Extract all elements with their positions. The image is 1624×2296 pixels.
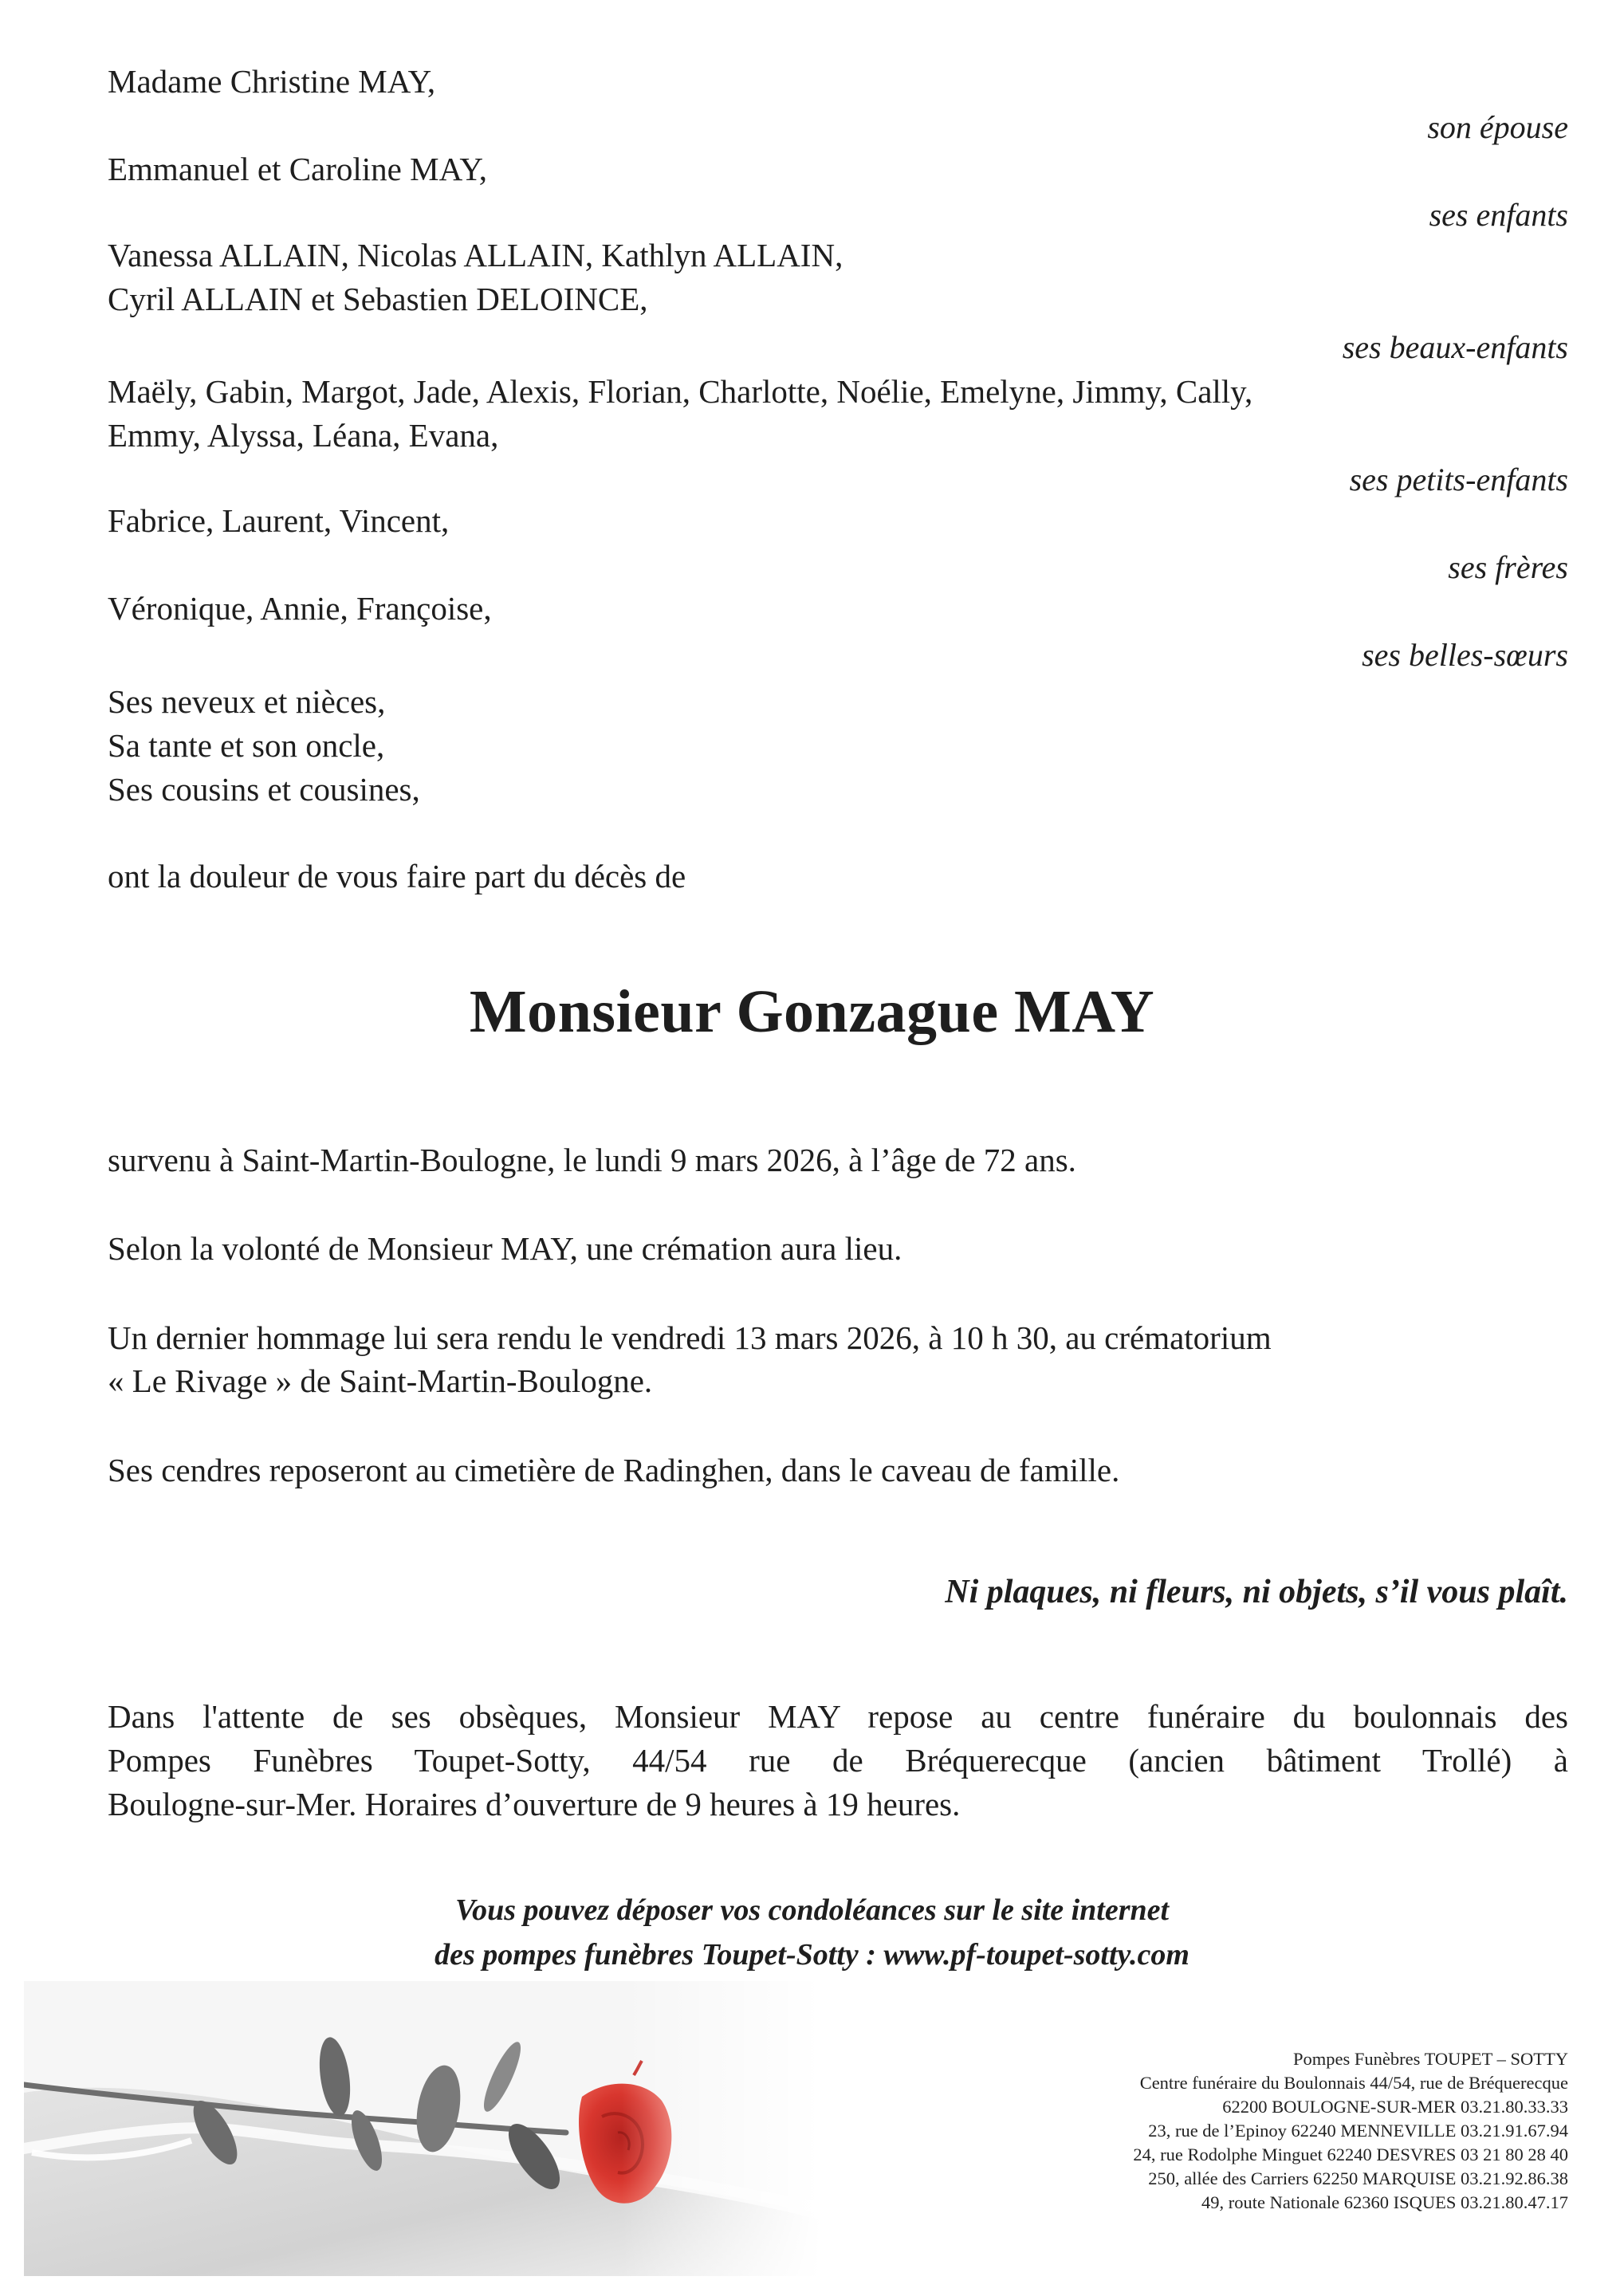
funeral-home-contacts [1133, 2047, 1568, 2215]
relation-label: ses petits-enfants [1349, 462, 1568, 497]
visitation-paragraph [108, 1695, 1568, 1826]
funeral-home-line: 24, rue Rodolphe Minguet 62240 DESVRES 03 21 80 28 40 [1133, 2145, 1568, 2164]
condolences-note [0, 1888, 1624, 1977]
rose-illustration [24, 1981, 821, 2276]
family-name-line: Cyril ALLAIN et Sebastien DELOINCE, [108, 281, 648, 317]
funeral-home-line: 62200 BOULOGNE-SUR-MER 03.21.80.33.33 [1222, 2097, 1568, 2117]
extended-family-line: Ses cousins et cousines, [108, 771, 420, 808]
relation-label: ses enfants [1429, 197, 1568, 233]
condolences-line: Vous pouvez déposer vos condoléances sur le site internet [454, 1893, 1170, 1927]
extended-family-line: Sa tante et son oncle, [108, 727, 385, 764]
family-name-line: Vanessa ALLAIN, Nicolas ALLAIN, Kathlyn ALLAIN, [108, 237, 843, 273]
announcement-intro: ont la douleur de vous faire part du décès de [108, 858, 686, 894]
visitation-line: Boulogne-sur-Mer. Horaires d’ouverture de 9 heures à 19 heures. [108, 1786, 961, 1822]
funeral-home-line: 23, rue de l’Epinoy 62240 MENNEVILLE 03.21.91.67.94 [1148, 2121, 1568, 2141]
extended-family-line: Ses neveux et nièces, [108, 683, 386, 720]
funeral-home-name: Pompes Funèbres TOUPET – SOTTY [1292, 2049, 1568, 2069]
condolences-line: des pompes funèbres Toupet-Sotty : www.pf-toupet-sotty.com [435, 1938, 1189, 1972]
ashes-note: Ses cendres reposeront au cimetière de Radinghen, dans le caveau de famille. [108, 1452, 1120, 1488]
relation-label: son épouse [1427, 109, 1568, 145]
funeral-home-line: 250, allée des Carriers 62250 MARQUISE 03.21.92.86.38 [1148, 2168, 1568, 2188]
death-details: survenu à Saint-Martin-Boulogne, le lundi 9 mars 2026, à l’âge de 72 ans. [108, 1142, 1076, 1178]
visitation-line: Dans l'attente de ses obsèques, Monsieur MAY repose au centre funéraire du boulonnais des [108, 1698, 1568, 1735]
rose-on-beach-image [24, 1981, 821, 2276]
relation-label: ses beaux-enfants [1342, 329, 1568, 365]
relation-label: ses belles-sœurs [1362, 637, 1568, 673]
ceremony-line: « Le Rivage » de Saint-Martin-Boulogne. [108, 1362, 653, 1399]
funeral-home-line: 49, route Nationale 62360 ISQUES 03.21.80.47.17 [1201, 2192, 1568, 2212]
family-name-line: Maëly, Gabin, Margot, Jade, Alexis, Florian, Charlotte, Noélie, Emelyne, Jimmy, Cally, [108, 373, 1253, 410]
visitation-line: Pompes Funèbres Toupet-Sotty, 44/54 rue de Bréquerecque (ancien bâtiment Trollé) à [108, 1742, 1568, 1779]
no-flowers-wish: Ni plaques, ni fleurs, ni objets, s’il vous plaît. [945, 1574, 1568, 1610]
family-name-line: Emmy, Alyssa, Léana, Evana, [108, 417, 499, 454]
relation-label: ses frères [1448, 549, 1568, 585]
family-name-line: Emmanuel et Caroline MAY, [108, 151, 488, 187]
ceremony-line: Un dernier hommage lui sera rendu le vendredi 13 mars 2026, à 10 h 30, au crématorium [108, 1319, 1272, 1356]
deceased-name-title: Monsieur Gonzague MAY [469, 978, 1155, 1045]
family-name-line: Madame Christine MAY, [108, 63, 436, 100]
cremation-note: Selon la volonté de Monsieur MAY, une crémation aura lieu. [108, 1230, 902, 1267]
family-name-line: Véronique, Annie, Françoise, [108, 590, 492, 627]
family-name-line: Fabrice, Laurent, Vincent, [108, 502, 450, 539]
funeral-home-line: Centre funéraire du Boulonnais 44/54, rue de Bréquerecque [1139, 2073, 1568, 2093]
